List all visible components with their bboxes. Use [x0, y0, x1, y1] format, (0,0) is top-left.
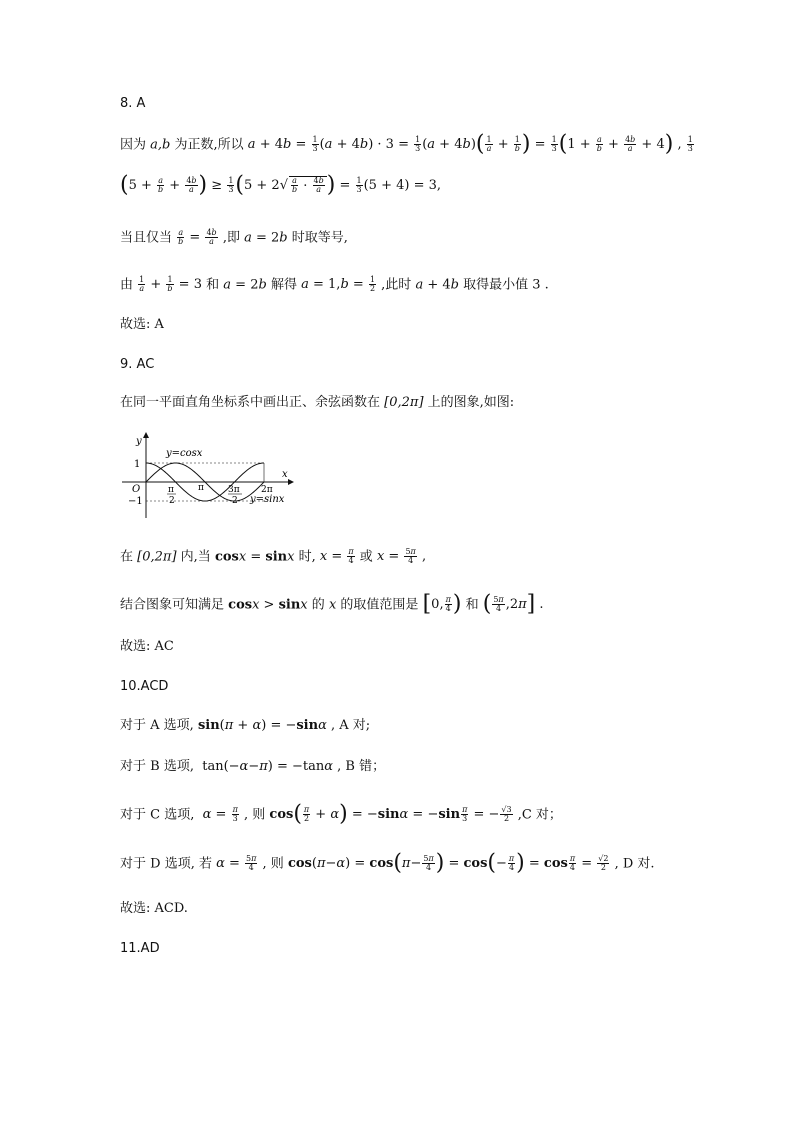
q9-line3-int2: ( $\frac{5\pi}{4}$ ,2π] . [482, 592, 544, 618]
label-pi-half-den: 2 [169, 496, 175, 506]
label-origin: O [132, 484, 141, 495]
q9-line2-a: 在 [120, 549, 134, 565]
q10-title: 10.ACD [120, 679, 169, 694]
label-minus-one: −1 [128, 496, 143, 507]
label-y: y [136, 436, 142, 447]
q9-line2-eq2: x = $\frac{\pi}{4}$ [319, 547, 354, 566]
q9-intro [120, 396, 514, 409]
q8-line3-text-c: 时取等号, [291, 230, 348, 246]
q9-line3-eq1: cosx > sinx [228, 597, 308, 613]
q10-d-formula2: cos(π−α) = cos(π− $\frac{5\pi}{4}$ ) = cos(− $\frac{\pi}{4}$ ) = cos $\frac{\pi}{4}$ = $\frac{√2}{2}$ [287, 851, 609, 877]
q10-option-a [120, 719, 370, 732]
q9-line3-var: x [328, 597, 337, 613]
q10-b-formula: tan(−α−π) = −tanα [198, 759, 334, 774]
q8-line3-eq: $\frac{a}{b}$ = $\frac{4b}{a}$ [178, 228, 217, 247]
q10-c-formula2: cos( $\frac{\pi}{2}$ + α) = −sinα = −sin $\frac{\pi}{3}$ = − $\frac{√3}{2}$ [269, 802, 512, 828]
q8-formula2: (5 + $\frac{a}{b}$ + $\frac{4b}{a}$ ) ≥ $\frac{1}{3}$ (5 + 2√ $\frac{a}{b}$ · $\frac{4b}{a}$ ) = $\frac{1}{3}$ (5 + 4) = 3, [120, 173, 441, 199]
q10-option-c [120, 802, 562, 828]
q8-line3-text: 当且仅当 [120, 230, 173, 246]
q8-line4-b: 和 [206, 277, 220, 293]
q10-option-d [120, 851, 655, 877]
q8-line4-d: ,此时 [381, 277, 412, 293]
q8-title: 8. A [120, 96, 146, 111]
q8-line4-eq3: a = 1,b = $\frac{1}{2}$ [301, 275, 376, 294]
q9-line3-int1: [0, $\frac{\pi}{4}$ ) [422, 592, 462, 618]
q8-line4-c: 解得 [270, 277, 297, 293]
q10-b-text-b: , B 错； [337, 759, 386, 774]
q9-line3-b: 的 [311, 597, 325, 613]
q9-line2-eq1: cosx = sinx [214, 549, 295, 565]
q10-d-formula1: α = $\frac{5\pi}{4}$ [216, 854, 257, 873]
q9-intro-b: 上的图象,如图: [427, 395, 515, 410]
q10-d-text: 对于 D 选项, 若 [120, 856, 212, 872]
q9-line2-b: 内,当 [180, 549, 211, 565]
q10-b-text: 对于 B 选项, [120, 759, 194, 774]
q8-line4 [120, 276, 549, 294]
q9-intro-interval: [0,2π] [384, 395, 424, 410]
q8-line3-eq2: a = 2b [244, 230, 288, 246]
q9-line2 [120, 548, 426, 566]
q9-line2-c: 时, [298, 549, 316, 565]
q9-line3-c: 的取值范围是 [340, 597, 419, 613]
q8-line3-text-b: ,即 [222, 230, 240, 246]
q8-line1-text: 因为 [120, 137, 147, 153]
q10-a-formula: sin(π + α) = −sinα [197, 718, 327, 733]
q10-d-text-c: , D 对. [614, 856, 655, 872]
sin-cos-graph [122, 430, 297, 520]
q10-option-b [120, 760, 385, 773]
q8-line4-eq4: a + 4b [415, 277, 459, 293]
y-axis-arrow [143, 432, 149, 438]
q8-answer: 故选: A [120, 317, 164, 332]
q9-line2-interval: [0,2π] [137, 549, 177, 565]
q9-line2-eq3: x = $\frac{5\pi}{4}$ , [376, 547, 427, 566]
q10-a-text-b: , A 对; [331, 718, 371, 733]
q10-answer: 故选: ACD. [120, 901, 188, 916]
label-three-pi-den: 2 [232, 496, 238, 506]
q9-answer: 故选: AC [120, 639, 174, 654]
q8-line1-text2: 为正数,所以 [174, 137, 244, 153]
q8-line4-eq2: a = 2b [223, 277, 267, 293]
q9-line3-d: 和 [465, 597, 479, 613]
q10-c-formula1: α = $\frac{\pi}{3}$ [202, 805, 238, 824]
q9-intro-a: 在同一平面直角坐标系中画出正、余弦函数在 [120, 395, 381, 410]
label-two-pi: 2π [261, 485, 273, 495]
q10-a-text: 对于 A 选项, [120, 718, 194, 733]
q9-line2-d: 或 [359, 549, 373, 565]
q10-c-text-b: , 则 [244, 807, 266, 823]
q10-c-text-c: ,C 对； [517, 807, 562, 823]
q8-line1 [120, 132, 695, 158]
q10-c-text: 对于 C 选项, [120, 807, 195, 823]
q8-line1-vars: a,b [150, 137, 171, 153]
label-one: 1 [134, 459, 141, 470]
label-pi: π [198, 483, 204, 493]
q9-title: 9. AC [120, 357, 155, 372]
label-three-pi: 3π [228, 485, 240, 495]
q9-line3 [120, 592, 544, 618]
q8-line4-a: 由 [120, 277, 134, 293]
q8-line4-e: 取得最小值 3 . [463, 277, 549, 293]
label-cos: y=cosx [166, 448, 203, 459]
q8-line3 [120, 229, 348, 247]
q11-title: 11.AD [120, 941, 160, 956]
q8-line4-eq1: $\frac{1}{a}$ + $\frac{1}{b}$ = 3 [139, 275, 202, 294]
q8-formula1: a + 4b = $\frac{1}{3}$ (a + 4b) · 3 = $\frac{1}{3}$ (a + 4b)( $\frac{1}{a}$ + $\frac{1}{b}$ ) = $\frac{1}{3}$ (1 + $\frac{a}{b}$ + $\frac{4b}{a}$ + 4) , $\frac{1}{3}$ [247, 132, 693, 158]
q9-line3-a: 结合图象可知满足 [120, 597, 225, 613]
q10-d-text-b: , 则 [262, 856, 284, 872]
x-axis-arrow [288, 479, 294, 485]
label-pi-half: π [168, 485, 174, 495]
label-x: x [282, 469, 288, 480]
q8-line2 [120, 173, 441, 199]
label-sin: y=sinx [250, 494, 285, 505]
